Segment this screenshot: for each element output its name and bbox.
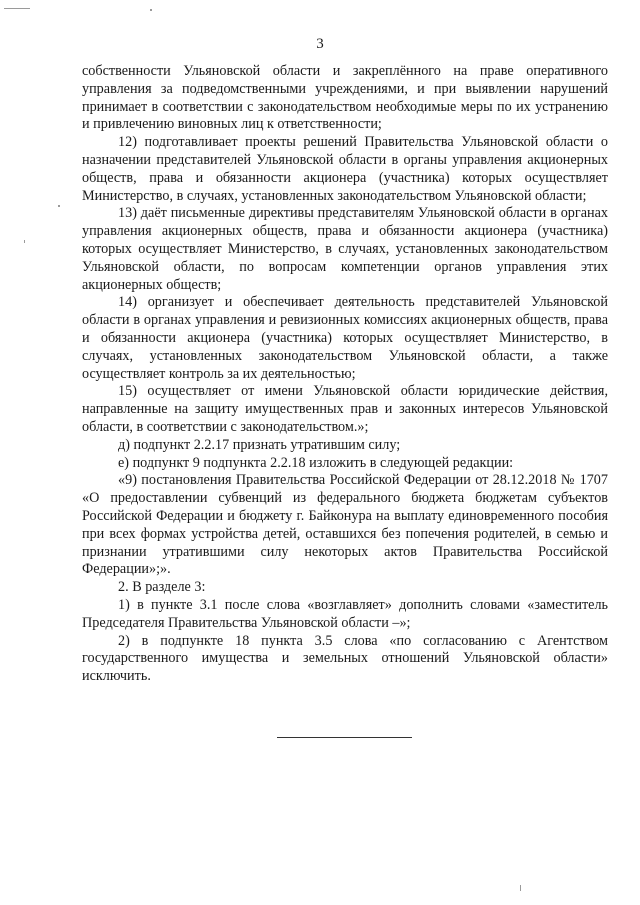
scan-artifact-mark (24, 240, 25, 243)
paragraph: собственности Ульяновской области и закреплённого на праве оперативного управления за подведомственными учреждениями, и при выявлении нарушений принимает в соответствии с законодательством необходимые меры по их устранению и привлечению виновных лиц к ответственности; (82, 63, 608, 133)
paragraph: 15) осуществляет от имени Ульяновской области юридические действия, направленные на защиту имущественных прав и законных интересов Ульяновской области, в соответствии с законодательством.»; (82, 383, 608, 435)
scan-artifact-mark (520, 885, 521, 891)
document-body (82, 63, 608, 686)
paragraph: «9) постановления Правительства Российской Федерации от 28.12.2018 № 1707 «О предоставлении субвенций из федерального бюджета бюджетам субъектов Российской Федерации и бюджету г. Байконура на выплату единовременного пособия при всех формах устройства детей, оставшихся без попечения родителей, в семью и признании утратившими силу некоторых актов Правительства Российской Федерации»;». (82, 472, 608, 578)
scan-artifact-mark (58, 205, 60, 207)
paragraph: 14) организует и обеспечивает деятельность представителей Ульяновской области в органах управления и ревизионных комиссиях акционерных обществ, права и обязанности акционера (участника) которых осуществляет Министерство, в случаях, установленных законодательством Ульяновской области, а также осуществляет контроль за их деятельностью; (82, 294, 608, 382)
paragraph: е) подпункт 9 подпункта 2.2.18 изложить в следующей редакции: (118, 454, 514, 471)
paragraph: д) подпункт 2.2.17 признать утратившим силу; (118, 436, 401, 453)
page-number: 3 (316, 36, 324, 52)
paragraph: 2) в подпункте 18 пункта 3.5 слова «по согласованию с Агентством государственного имущества и земельных отношений Ульяновской области» исключить. (82, 632, 608, 685)
paragraph: 13) даёт письменные директивы представителям Ульяновской области в органах управления акционерных обществ, права и обязанности акционера (участника) которых осуществляет Министерство, в случаях, установленных законодательством Ульяновской области, по вопросам компетенции органов управления этих акционерных обществ; (82, 205, 608, 293)
closing-divider-line (277, 737, 412, 738)
scan-artifact-mark (4, 8, 30, 9)
scan-artifact-mark (150, 9, 152, 11)
paragraph: 12) подготавливает проекты решений Правительства Ульяновской области о назначении представителей Ульяновской области в органы управления акционерных обществ, права и обязанности акционера (участника) которых осуществляет Министерство, в случаях, установленных законодательством Ульяновской области; (82, 134, 608, 204)
paragraph: 2. В разделе 3: (118, 579, 206, 596)
paragraph: 1) в пункте 3.1 после слова «возглавляет» дополнить словами «заместитель Председателя Правительства Ульяновской области –»; (82, 596, 608, 631)
